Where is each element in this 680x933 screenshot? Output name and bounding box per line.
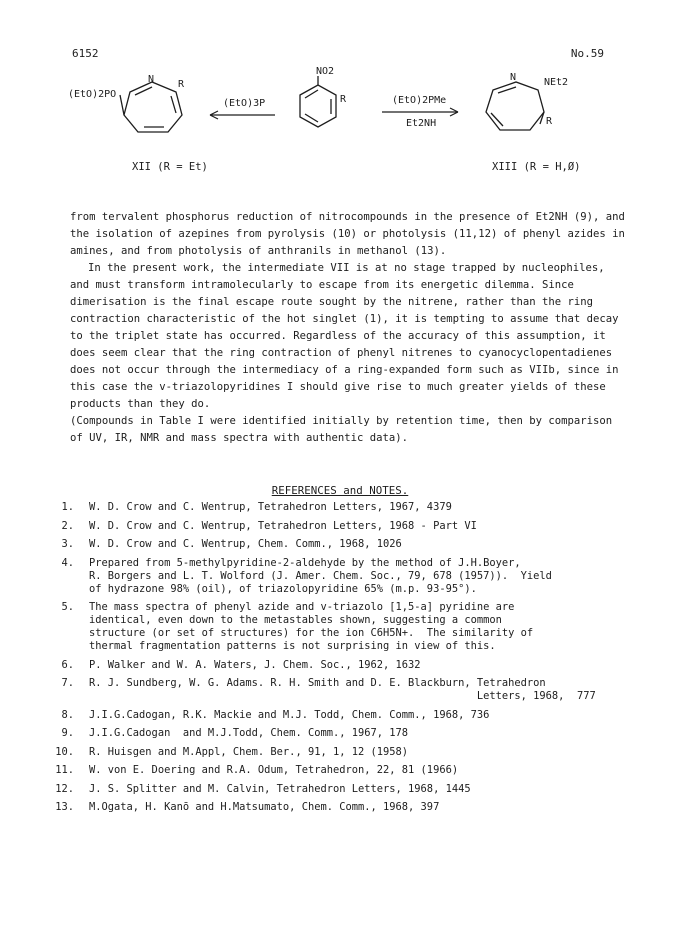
reference-number: 2. <box>61 519 74 532</box>
reference-number: 9. <box>61 727 74 739</box>
paragraph-1: from tervalent phosphorus reduction of nitrocompounds in the presence of Et2NH (9), and the isolation of azepines from pyrolysis (10) or photolysis (11,12) of phenyl azides in amines, and from photolysis of anthranils in methanol (13). <box>70 211 625 257</box>
reference-item <box>48 501 638 514</box>
reference-item <box>48 520 638 533</box>
nitrobenzene-structure <box>300 76 336 127</box>
references-list <box>48 501 638 820</box>
reference-number: 10. <box>55 745 74 758</box>
reference-text: R. J. Sundberg, W. G. Adams. R. H. Smith and D. E. Blackburn, Tetrahedron Letters, 1968, 777 <box>89 677 596 702</box>
reference-item <box>48 677 638 703</box>
reference-number: 5. <box>61 601 74 613</box>
no2-label: NO2 <box>316 66 335 77</box>
reference-number: 8. <box>61 708 74 721</box>
reference-text: Prepared from 5-methylpyridine-2-aldehyde by the method of J.H.Boyer, R. Borgers and L. T. Wolford (J. Amer. Chem. Soc., 79, 678 (1957)). Yield of hydrazone 98% (oil), of triazolopyridine 65% (m.p. 93-95°). <box>89 556 552 595</box>
reference-text: J. S. Splitter and M. Calvin, Tetrahedron Letters, 1968, 1445 <box>89 782 471 795</box>
reagent-right-bottom: Et2NH <box>406 118 437 129</box>
reference-text: M.Ogata, H. Kanō and H.Matsumato, Chem. Comm., 1968, 397 <box>89 801 440 813</box>
reference-text: W. von E. Doering and R.A. Odum, Tetrahedron, 22, 81 (1966) <box>89 764 459 776</box>
reference-item <box>48 764 638 777</box>
arrow-left <box>210 111 275 119</box>
reference-text: W. D. Crow and C. Wentrup, Tetrahedron Letters, 1967, 4379 <box>89 501 452 513</box>
reference-text: R. Huisgen and M.Appl, Chem. Ber., 91, 1, 12 (1958) <box>89 745 409 758</box>
reference-item <box>48 783 638 796</box>
reagent-left: (EtO)3P <box>223 98 266 109</box>
xiii-substituent: NEt2 <box>544 77 569 88</box>
caption-xiii: XIII (R = H,Ø) <box>492 161 581 173</box>
reference-number: 1. <box>61 501 74 513</box>
reference-item <box>48 746 638 759</box>
reference-item <box>48 801 638 814</box>
arrow-right <box>382 108 458 116</box>
reference-text: P. Walker and W. A. Waters, J. Chem. Soc., 1962, 1632 <box>89 658 421 671</box>
reference-item <box>48 727 638 740</box>
xii-r: R <box>178 79 185 90</box>
journal-number: No.59 <box>570 47 604 60</box>
reference-number: 12. <box>55 782 74 795</box>
page-number: 6152 <box>72 47 99 60</box>
xiii-n: N <box>510 72 517 83</box>
reference-text: W. D. Crow and C. Wentrup, Chem. Comm., 1968, 1026 <box>89 538 402 550</box>
paragraph-3: (Compounds in Table I were identified initially by retention time, then by comparison of UV, IR, NMR and mass spectra with authentic data). <box>70 415 613 444</box>
reference-text: W. D. Crow and C. Wentrup, Tetrahedron Letters, 1968 - Part VI <box>89 519 477 532</box>
reference-text: J.I.G.Cadogan and M.J.Todd, Chem. Comm., 1967, 178 <box>89 727 409 739</box>
xiii-r: R <box>546 116 553 127</box>
azepine-xiii-structure <box>486 82 544 130</box>
xii-n: N <box>148 74 155 85</box>
reference-number: 11. <box>55 764 74 776</box>
reference-text: The mass spectra of phenyl azide and v-triazolo [1,5-a] pyridine are identical, even down to the metastables shown, suggesting a common structure (or set of structures) for the ion C6H5N+. The similarity of thermal fragmentation patterns is not surprising in view of this. <box>89 601 534 652</box>
reference-item <box>48 557 638 596</box>
reference-item <box>48 601 638 653</box>
reaction-scheme <box>60 60 620 190</box>
caption-xii: XII (R = Et) <box>132 161 208 173</box>
reference-text: J.I.G.Cadogan, R.K. Mackie and M.J. Todd, Chem. Comm., 1968, 736 <box>89 708 490 721</box>
reference-number: 6. <box>61 658 74 671</box>
azepine-xii-structure <box>120 82 182 132</box>
reference-number: 3. <box>61 538 74 550</box>
reference-number: 13. <box>55 801 74 813</box>
reference-number: 7. <box>61 677 74 689</box>
reference-number: 4. <box>61 556 74 569</box>
body-text <box>70 209 630 447</box>
reagent-right-top: (EtO)2PMe <box>392 95 447 106</box>
reference-item <box>48 538 638 551</box>
reference-item <box>48 659 638 672</box>
references-title: REFERENCES and NOTES. <box>271 484 409 497</box>
reference-item <box>48 709 638 722</box>
center-r: R <box>340 94 347 105</box>
paragraph-2: In the present work, the intermediate VII is at no stage trapped by nucleophiles, and must transform intramolecularly to escape from its energetic dilemma. Since dimerisation is the final escape route sought by the nitrene, rather than the ring contraction characteristic of the hot singlet (1), it is tempting to assume that decay to the triplet state has occurred. Regardless of the accuracy of this assumption, it does seem clear that the ring contraction of phenyl nitrenes to cyanocyclopentadienes does not occur through the intermediacy of a ring-expanded form such as VIIb, since in this case the v-triazolopyridines I should give rise to much greater yields of these products than they do. <box>70 262 619 410</box>
xii-substituent: (EtO)2PO <box>68 89 117 100</box>
